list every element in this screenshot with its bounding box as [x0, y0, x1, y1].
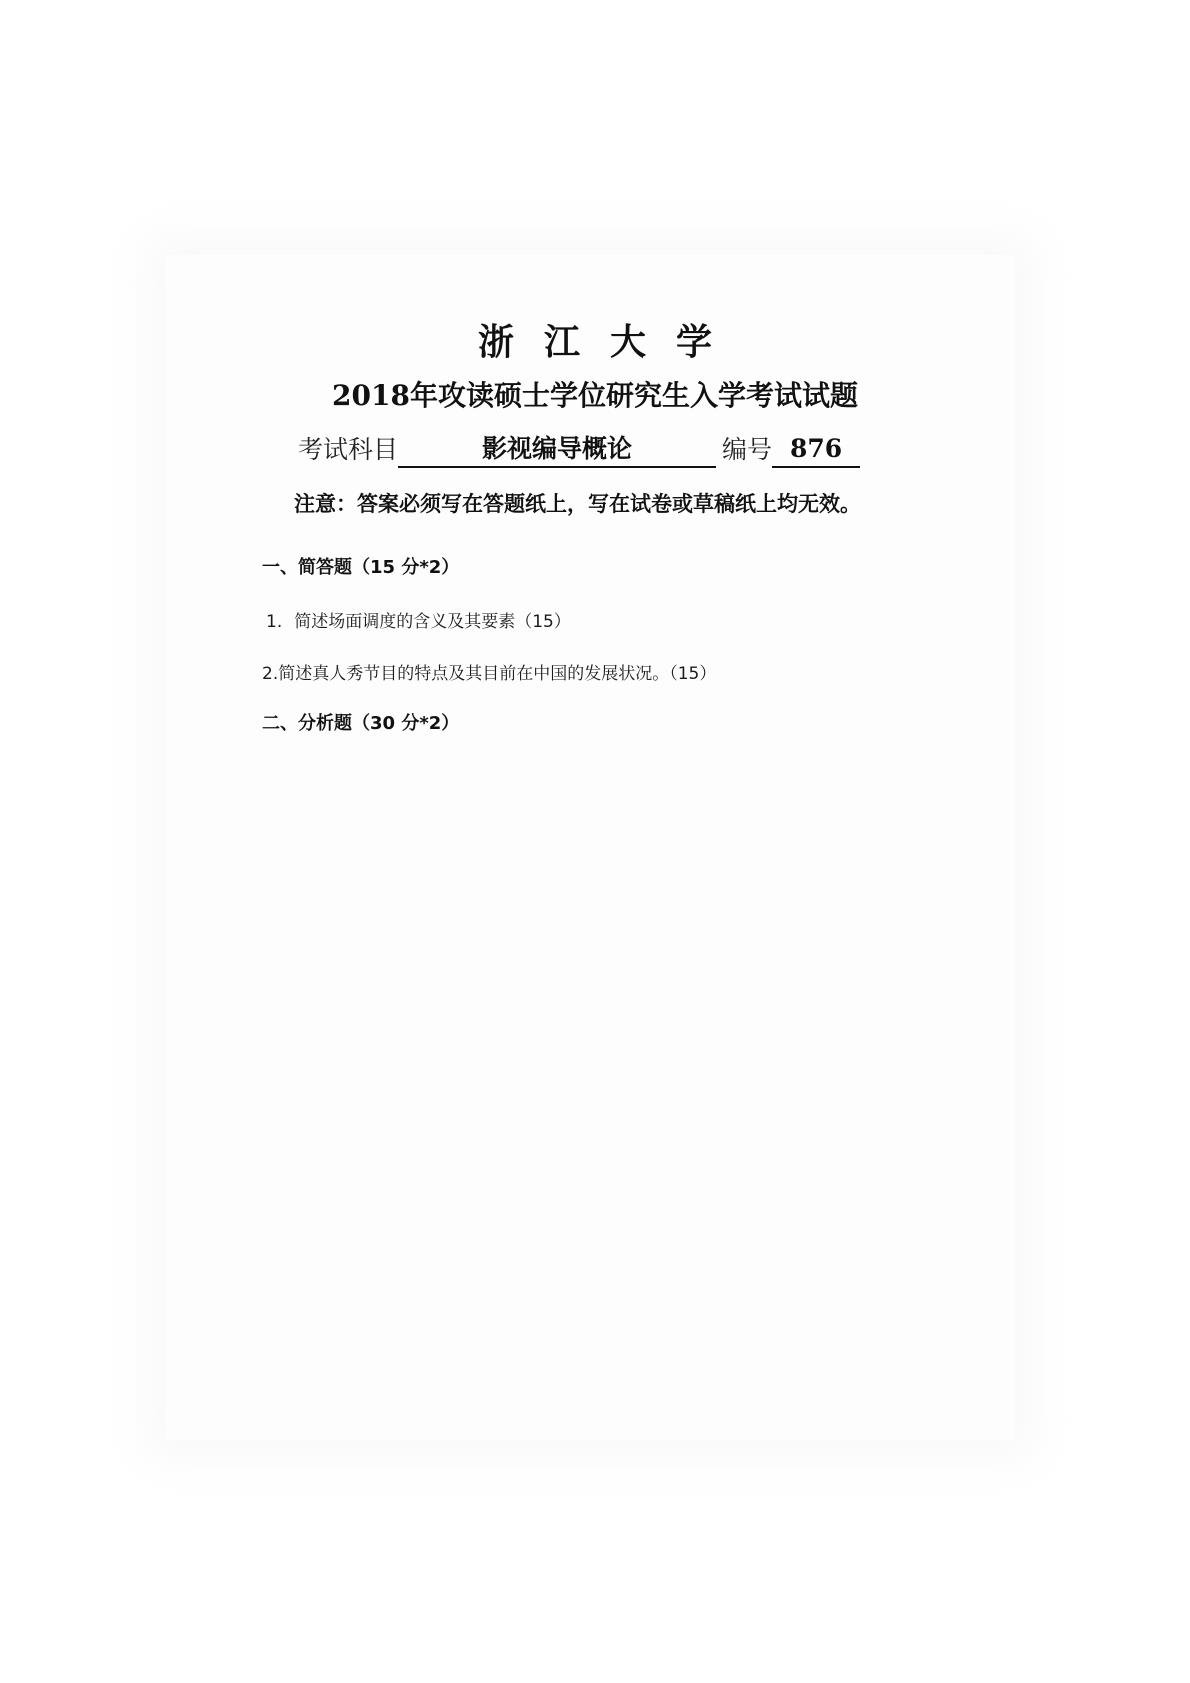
exam-notice: 注意：答案必须写在答题纸上，写在试卷或草稿纸上均无效。 [294, 491, 861, 516]
question-item [266, 608, 571, 636]
question-text: 简述场面调度的含义及其要素（15） [294, 612, 571, 632]
section-heading-analysis: 二、分析题（30 分*2） [262, 713, 460, 734]
question-number: 1. [266, 612, 283, 632]
section-heading-short-answer: 一、简答题（15 分*2） [262, 557, 460, 578]
subject-value: 影视编导概论 [398, 432, 716, 468]
question-item [262, 660, 716, 688]
exam-title: 2018年攻读硕士学位研究生入学考试试题 [332, 379, 858, 412]
question-text: 简述真人秀节目的特点及其目前在中国的发展状况。（15） [278, 664, 717, 684]
subject-line [298, 428, 860, 468]
code-label: 编号 [722, 435, 773, 464]
question-number: 2. [262, 664, 279, 684]
code-value: 876 [772, 432, 860, 468]
university-name: 浙江大学 [477, 321, 742, 363]
subject-label: 考试科目 [298, 435, 399, 464]
